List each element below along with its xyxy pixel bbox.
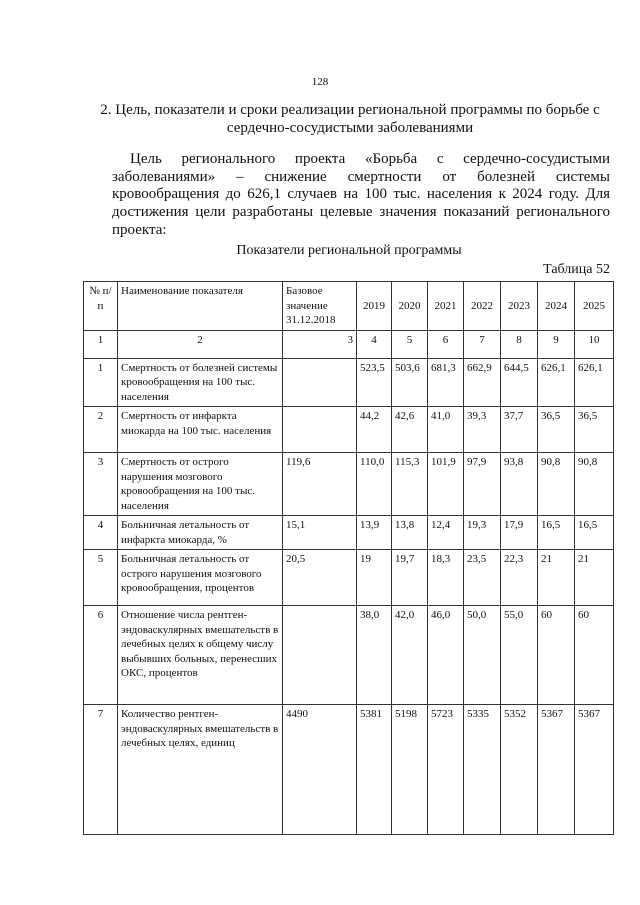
indicator-name: Смертность от острого нарушения мозгового кровообращения на 100 тыс. населения xyxy=(118,453,283,516)
indicator-value: 21 xyxy=(575,550,614,606)
section-title: 2. Цель, показатели и сроки реализации региональной программы по борьбе с сердечно-сосудистыми заболеваниями xyxy=(100,102,600,136)
row-number: 7 xyxy=(84,705,118,835)
table-row xyxy=(84,358,614,407)
indicator-value: 13,8 xyxy=(392,516,428,550)
indicator-value: 16,5 xyxy=(575,516,614,550)
column-number-cell: 8 xyxy=(501,330,538,358)
indicator-value: 5335 xyxy=(464,705,501,835)
row-number: 5 xyxy=(84,550,118,606)
indicator-value: 60 xyxy=(575,606,614,705)
indicator-value: 42,6 xyxy=(392,407,428,453)
indicator-value: 644,5 xyxy=(501,358,538,407)
indicator-value: 626,1 xyxy=(575,358,614,407)
indicator-value: 5381 xyxy=(357,705,392,835)
column-number-cell: 4 xyxy=(357,330,392,358)
indicator-value: 119,6 xyxy=(283,453,357,516)
indicator-value: 90,8 xyxy=(575,453,614,516)
indicators-table xyxy=(83,281,614,835)
indicator-value: 13,9 xyxy=(357,516,392,550)
indicator-value: 503,6 xyxy=(392,358,428,407)
indicator-name: Смертность от инфаркта миокарда на 100 тыс. населения xyxy=(118,407,283,453)
row-number: 1 xyxy=(84,358,118,407)
indicator-value: 23,5 xyxy=(464,550,501,606)
header-row xyxy=(84,282,614,331)
column-number-cell: 7 xyxy=(464,330,501,358)
indicator-value: 37,7 xyxy=(501,407,538,453)
indicator-value xyxy=(283,358,357,407)
indicator-value: 5352 xyxy=(501,705,538,835)
indicator-value: 36,5 xyxy=(538,407,575,453)
indicator-value: 44,2 xyxy=(357,407,392,453)
indicator-value: 46,0 xyxy=(428,606,464,705)
indicator-value: 662,9 xyxy=(464,358,501,407)
indicator-value: 12,4 xyxy=(428,516,464,550)
column-number-cell: 2 xyxy=(118,330,283,358)
indicator-value: 115,3 xyxy=(392,453,428,516)
indicator-value: 5367 xyxy=(575,705,614,835)
row-number: 3 xyxy=(84,453,118,516)
indicator-value: 93,8 xyxy=(501,453,538,516)
indicator-value: 21 xyxy=(538,550,575,606)
header-cell: 2022 xyxy=(464,282,501,331)
indicator-value: 97,9 xyxy=(464,453,501,516)
table-number: Таблица 52 xyxy=(543,262,610,277)
indicator-value: 681,3 xyxy=(428,358,464,407)
table-row xyxy=(84,550,614,606)
header-cell: 2023 xyxy=(501,282,538,331)
table-caption: Показатели региональной программы xyxy=(236,243,462,258)
indicator-value: 523,5 xyxy=(357,358,392,407)
indicator-name: Больничная летальность от острого нарушения мозгового кровообращения, процентов xyxy=(118,550,283,606)
indicator-value: 42,0 xyxy=(392,606,428,705)
indicator-value: 41,0 xyxy=(428,407,464,453)
indicator-value: 90,8 xyxy=(538,453,575,516)
indicator-value: 55,0 xyxy=(501,606,538,705)
indicator-value: 19 xyxy=(357,550,392,606)
column-number-cell: 10 xyxy=(575,330,614,358)
indicator-value: 19,3 xyxy=(464,516,501,550)
indicator-value: 19,7 xyxy=(392,550,428,606)
indicator-value: 20,5 xyxy=(283,550,357,606)
indicator-value: 5198 xyxy=(392,705,428,835)
column-number-cell: 3 xyxy=(283,330,357,358)
header-cell: Наименование показателя xyxy=(118,282,283,331)
indicator-value: 18,3 xyxy=(428,550,464,606)
indicator-value: 5367 xyxy=(538,705,575,835)
header-cell: 2024 xyxy=(538,282,575,331)
intro-paragraph: Цель регионального проекта «Борьба с сердечно-сосудистыми заболеваниями» – снижение смертности от болезней системы кровообращения до 626,1 случаев на 100 тыс. населения к 2024 году. Для достижения цели разработаны целевые значения показаний регионального проекта: xyxy=(112,151,610,238)
indicator-value: 4490 xyxy=(283,705,357,835)
indicator-name: Больничная летальность от инфаркта миокарда, % xyxy=(118,516,283,550)
column-number-cell: 9 xyxy=(538,330,575,358)
indicator-name: Отношение числа рентген-эндоваскулярных вмешательств в лечебных целях к общему числу выбывших больных, перенесших ОКС, процентов xyxy=(118,606,283,705)
indicator-value: 38,0 xyxy=(357,606,392,705)
header-cell: 2020 xyxy=(392,282,428,331)
row-number: 4 xyxy=(84,516,118,550)
header-cell: Базовое значение 31.12.2018 xyxy=(283,282,357,331)
row-number: 2 xyxy=(84,407,118,453)
indicator-value: 17,9 xyxy=(501,516,538,550)
column-number-cell: 6 xyxy=(428,330,464,358)
indicator-value: 101,9 xyxy=(428,453,464,516)
indicator-name: Количество рентген-эндоваскулярных вмешательств в лечебных целях, единиц xyxy=(118,705,283,835)
indicator-value: 110,0 xyxy=(357,453,392,516)
table-row xyxy=(84,516,614,550)
indicator-value: 626,1 xyxy=(538,358,575,407)
header-cell: 2025 xyxy=(575,282,614,331)
column-number-row xyxy=(84,330,614,358)
column-number-cell: 1 xyxy=(84,330,118,358)
table-row xyxy=(84,453,614,516)
page-number: 128 xyxy=(311,76,329,88)
table-row xyxy=(84,407,614,453)
indicator-value: 39,3 xyxy=(464,407,501,453)
indicator-value: 36,5 xyxy=(575,407,614,453)
indicator-value: 22,3 xyxy=(501,550,538,606)
header-cell: 2019 xyxy=(357,282,392,331)
table-row xyxy=(84,606,614,705)
indicator-value: 15,1 xyxy=(283,516,357,550)
table-row xyxy=(84,705,614,835)
header-cell: № п/п xyxy=(84,282,118,331)
header-cell: 2021 xyxy=(428,282,464,331)
indicator-value xyxy=(283,407,357,453)
indicator-name: Смертность от болезней системы кровообращения на 100 тыс. населения xyxy=(118,358,283,407)
indicator-value: 16,5 xyxy=(538,516,575,550)
column-number-cell: 5 xyxy=(392,330,428,358)
indicator-value xyxy=(283,606,357,705)
indicator-value: 50,0 xyxy=(464,606,501,705)
indicator-value: 60 xyxy=(538,606,575,705)
row-number: 6 xyxy=(84,606,118,705)
indicator-value: 5723 xyxy=(428,705,464,835)
